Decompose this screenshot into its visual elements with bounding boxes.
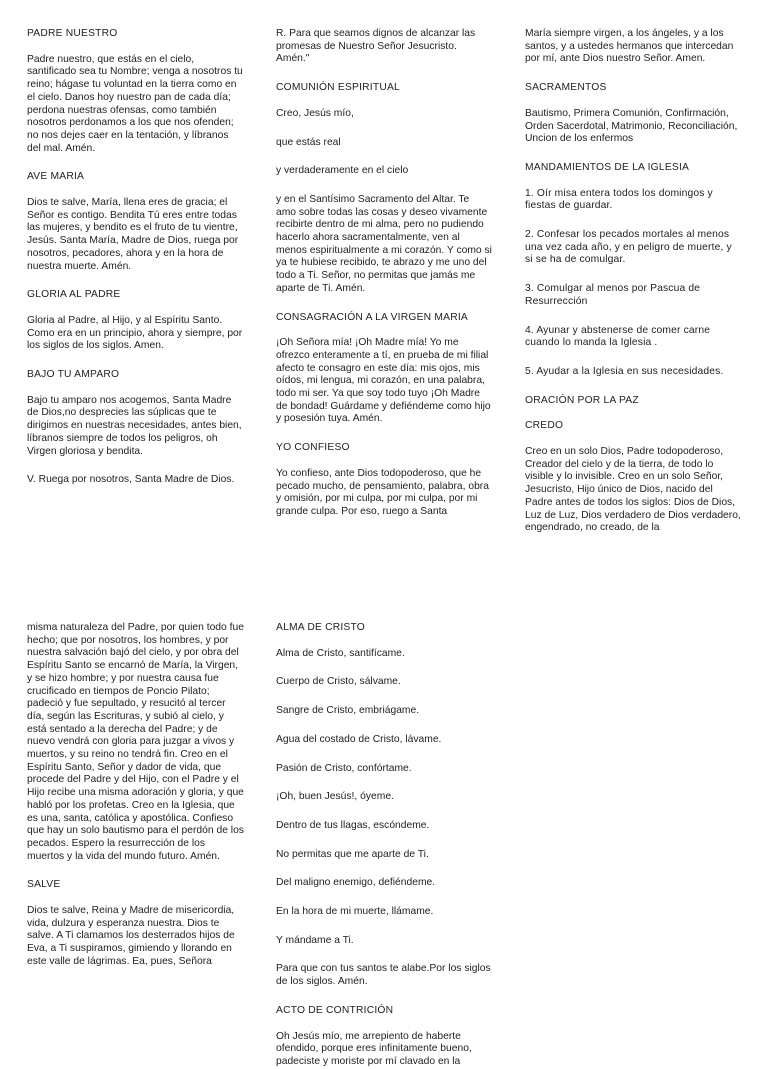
spacer xyxy=(276,296,492,312)
spacer xyxy=(276,861,492,877)
paragraph: Y mándame a Ti. xyxy=(276,934,354,946)
section-heading: PADRE NUESTRO xyxy=(27,28,118,39)
spacer xyxy=(276,95,492,108)
section-heading: SALVE xyxy=(27,879,61,891)
column-1-bottom xyxy=(27,622,245,969)
spacer xyxy=(525,350,741,366)
paragraph: 3. Comulgar al menos por Pascua de Resurrección xyxy=(525,283,701,307)
spacer xyxy=(276,989,492,1005)
paragraph: misma naturaleza del Padre, por quien todo fue hecho; que por nosotros, los hombres, y por nuestra salvación bajó del cielo, y por obra del Espíritu Santo se encarnó de María, la Virgen, y se hizo hombre; y por nuestra causa fue crucificado en tiempos de Poncio Pilato; padeció y fue sepultado, y resucitó al tercer día, según las Escrituras, y subió al cielo, y está sentado a la derecha del Padre; y de nuevo vendrá con gloria para juzgar a vivos y muertos, y su reino no tendrá fin. Creo en el Espíritu Santo, Señor y dador de vida, que procede del Padre y del Hijo, con el Padre y el Hijo recibe una misma adoración y gloria, y que habló por los profetas. Creo en la Iglesia, que es una, santa, católica y apostólica. Confieso que hay un solo bautismo para el perdón de los pecados. Espero la resurrección de los muertos y la vida del mundo futuro. Amén. xyxy=(27,622,244,862)
spacer xyxy=(27,382,245,395)
paragraph: y en el Santísimo Sacramento del Altar. Te amo sobre todas las cosas y deseo vivamente recibirte dentro de mi alma, pero no pudiendo hacerlo ahora sacramentalmente, ven al menos espiritualmente a mi corazón. Y como si ya te hubiese recibido, te abrazo y me uno del todo a Ti. Señor, no permitas que jamás me aparte de Ti. Amén. xyxy=(276,193,492,294)
paragraph: Oh Jesús mío, me arrepiento de haberte ofendido, porque eres infinitamente bueno, padeciste y moriste por mí clavado en la xyxy=(276,1030,472,1067)
paragraph: Pasión de Cristo, confórtame. xyxy=(276,762,412,774)
spacer xyxy=(276,426,492,442)
paragraph: Yo confieso, ante Dios todopoderoso, que he pecado mucho, de pensamiento, palabra, obra y omisión, por mi culpa, por mi culpa, por mi grande culpa. Por eso, ruego a Santa xyxy=(276,467,489,517)
paragraph: Padre nuestro, que estás en el cielo, santificado sea tu Nombre; venga a nosotros tu reino; hágase tu voluntad en la tierra como en el cielo. Danos hoy nuestro pan de cada día; perdona nuestras ofensas, como también nosotros perdonamos a los que nos ofenden; no nos dejes caer en la tentación, y líbranos del mal. Amén. xyxy=(27,53,243,154)
spacer xyxy=(276,718,492,734)
spacer xyxy=(27,458,245,474)
spacer xyxy=(525,407,741,420)
paragraph: Dios te salve, Reina y Madre de misericordia, vida, dulzura y esperanza nuestra. Dios te salve. A Ti clamamos los desterrados hijos de Eva, a Ti suspiramos, gimiendo y llorando en este valle de lágrimas. Ea, pues, Señora xyxy=(27,905,235,967)
paragraph: Bautismo, Primera Comunión, Confirmación, Orden Sacerdotal, Matrimonio, Reconciliación, Uncion de los enfermos xyxy=(525,107,738,145)
spacer xyxy=(27,184,245,197)
spacer xyxy=(276,324,492,337)
paragraph: Creo en un solo Dios, Padre todopoderoso, Creador del cielo y de la tierra, de todo lo visible y lo invisible. Creo en un solo Señor, Jesucristo, Hijo único de Dios, nacido del Padre antes de todos los siglos: Dios de Dios, Luz de Luz, Dios verdadero de Dios verdadero, engendrado, no creado, de la xyxy=(525,446,741,534)
paragraph: y verdaderamente en el cielo xyxy=(276,165,409,177)
spacer xyxy=(276,178,492,194)
paragraph: Bajo tu amparo nos acogemos, Santa Madre de Dios,no desprecies las súplicas que te dirigimos en nuestras necesidades, antes bien, líbranos siempre de todos los peligros, oh Virgen gloriosa y bendita. xyxy=(27,394,242,457)
section-heading: CREDO xyxy=(525,420,564,432)
spacer xyxy=(27,41,245,54)
section-heading: ACTO DE CONTRICIÓN xyxy=(276,1004,394,1016)
spacer xyxy=(27,302,245,315)
spacer xyxy=(525,95,741,108)
spacer xyxy=(276,149,492,165)
paragraph: ¡Oh, buen Jesús!, óyeme. xyxy=(276,791,394,803)
paragraph: que estás real xyxy=(276,136,341,148)
paragraph: V. Ruega por nosotros, Santa Madre de Dios. xyxy=(27,474,235,486)
paragraph: Agua del costado de Cristo, lávame. xyxy=(276,733,442,745)
column-2-bottom xyxy=(276,622,492,1069)
spacer xyxy=(276,947,492,963)
spacer xyxy=(525,433,741,446)
spacer xyxy=(525,146,741,162)
paragraph: Dios te salve, María, llena eres de gracia; el Señor es contigo. Bendita Tú eres entre todas las mujeres, y bendito es el fruto de tu vientre, Jesús. Santa María, Madre de Dios, ruega por nosotros, pecadores, ahora y en la hora de nuestra muerte. Amén. xyxy=(27,197,239,272)
spacer xyxy=(525,66,741,82)
paragraph: Sangre de Cristo, embriágame. xyxy=(276,705,420,717)
section-heading: ALMA DE CRISTO xyxy=(276,622,366,633)
spacer xyxy=(276,890,492,906)
spacer xyxy=(276,121,492,137)
spacer xyxy=(276,660,492,676)
paragraph: Dentro de tus llagas, escóndeme. xyxy=(276,819,430,831)
column-1-top xyxy=(27,28,245,487)
spacer xyxy=(276,919,492,935)
section-heading: MANDAMIENTOS DE LA IGLESIA xyxy=(525,161,690,173)
spacer xyxy=(525,309,741,325)
paragraph: 5. Ayudar a la Iglesia en sus necesidades. xyxy=(525,365,724,377)
spacer xyxy=(27,892,245,905)
spacer xyxy=(276,635,492,648)
spacer xyxy=(276,833,492,849)
spacer xyxy=(27,353,245,369)
paragraph: María siempre virgen, a los ángeles, y a los santos, y a ustedes hermanos que intercedan por mí, ante Dios nuestro Señor. Amen. xyxy=(525,28,734,65)
paragraph: Gloria al Padre, al Hijo, y al Espíritu Santo. Como era en un principio, ahora y siempre, por los siglos de los siglos. Amen. xyxy=(27,314,243,352)
paragraph: Cuerpo de Cristo, sálvame. xyxy=(276,676,401,688)
paragraph: Alma de Cristo, santifícame. xyxy=(276,647,405,659)
spacer xyxy=(276,1018,492,1031)
spacer xyxy=(525,213,741,229)
spacer xyxy=(276,804,492,820)
column-3-top xyxy=(525,28,741,535)
section-heading: BAJO TU AMPARO xyxy=(27,369,120,381)
spacer xyxy=(525,175,741,188)
spacer xyxy=(276,689,492,705)
paragraph: ¡Oh Señora mía! ¡Oh Madre mía! Yo me ofrezco enteramente a tí, en prueba de mi filial afecto te consagro en este día: mis ojos, mis oídos, mi lengua, mi corazón, en una palabra, todo mi ser. Ya que soy todo tuyo ¡Oh Madre de bondad! Guárdame y defiéndeme como hijo y posesión tuya. Amén. xyxy=(276,337,491,425)
paragraph: 4. Ayunar y abstenerse de comer carne cuando lo manda la Iglesia . xyxy=(525,324,711,349)
paragraph: Del maligno enemigo, defiéndeme. xyxy=(276,877,436,889)
spacer xyxy=(27,273,245,289)
section-heading: AVE MARIA xyxy=(27,171,85,183)
section-heading: ORACIÓN POR LA PAZ xyxy=(525,394,639,406)
spacer xyxy=(276,775,492,791)
paragraph: R. Para que seamos dignos de alcanzar las promesas de Nuestro Señor Jesucristo. Amén." xyxy=(276,28,476,65)
section-heading: COMUNIÓN ESPIRITUAL xyxy=(276,82,400,94)
section-heading: GLORIA AL PADRE xyxy=(27,289,121,301)
paragraph: Creo, Jesús mío, xyxy=(276,107,354,119)
paragraph: En la hora de mi muerte, llámame. xyxy=(276,906,434,918)
paragraph: 2. Confesar los pecados mortales al menos una vez cada año, y en peligro de muerte, y si se ha de comulgar. xyxy=(525,229,732,266)
column-2-top xyxy=(276,28,492,519)
section-heading: CONSAGRACIÓN A LA VIRGEN MARIA xyxy=(276,311,468,323)
paragraph: No permitas que me aparte de Ti. xyxy=(276,848,429,860)
spacer xyxy=(525,267,741,283)
spacer xyxy=(525,379,741,395)
section-heading: YO CONFIESO xyxy=(276,442,350,454)
section-heading: SACRAMENTOS xyxy=(525,82,607,94)
spacer xyxy=(27,863,245,879)
paragraph: Para que con tus santos te alabe.Por los siglos de los siglos. Amén. xyxy=(276,963,491,988)
paragraph: 1. Oír misa entera todos los domingos y fiestas de guardar. xyxy=(525,187,713,212)
spacer xyxy=(276,66,492,82)
spacer xyxy=(276,747,492,763)
spacer xyxy=(27,155,245,171)
spacer xyxy=(276,455,492,468)
